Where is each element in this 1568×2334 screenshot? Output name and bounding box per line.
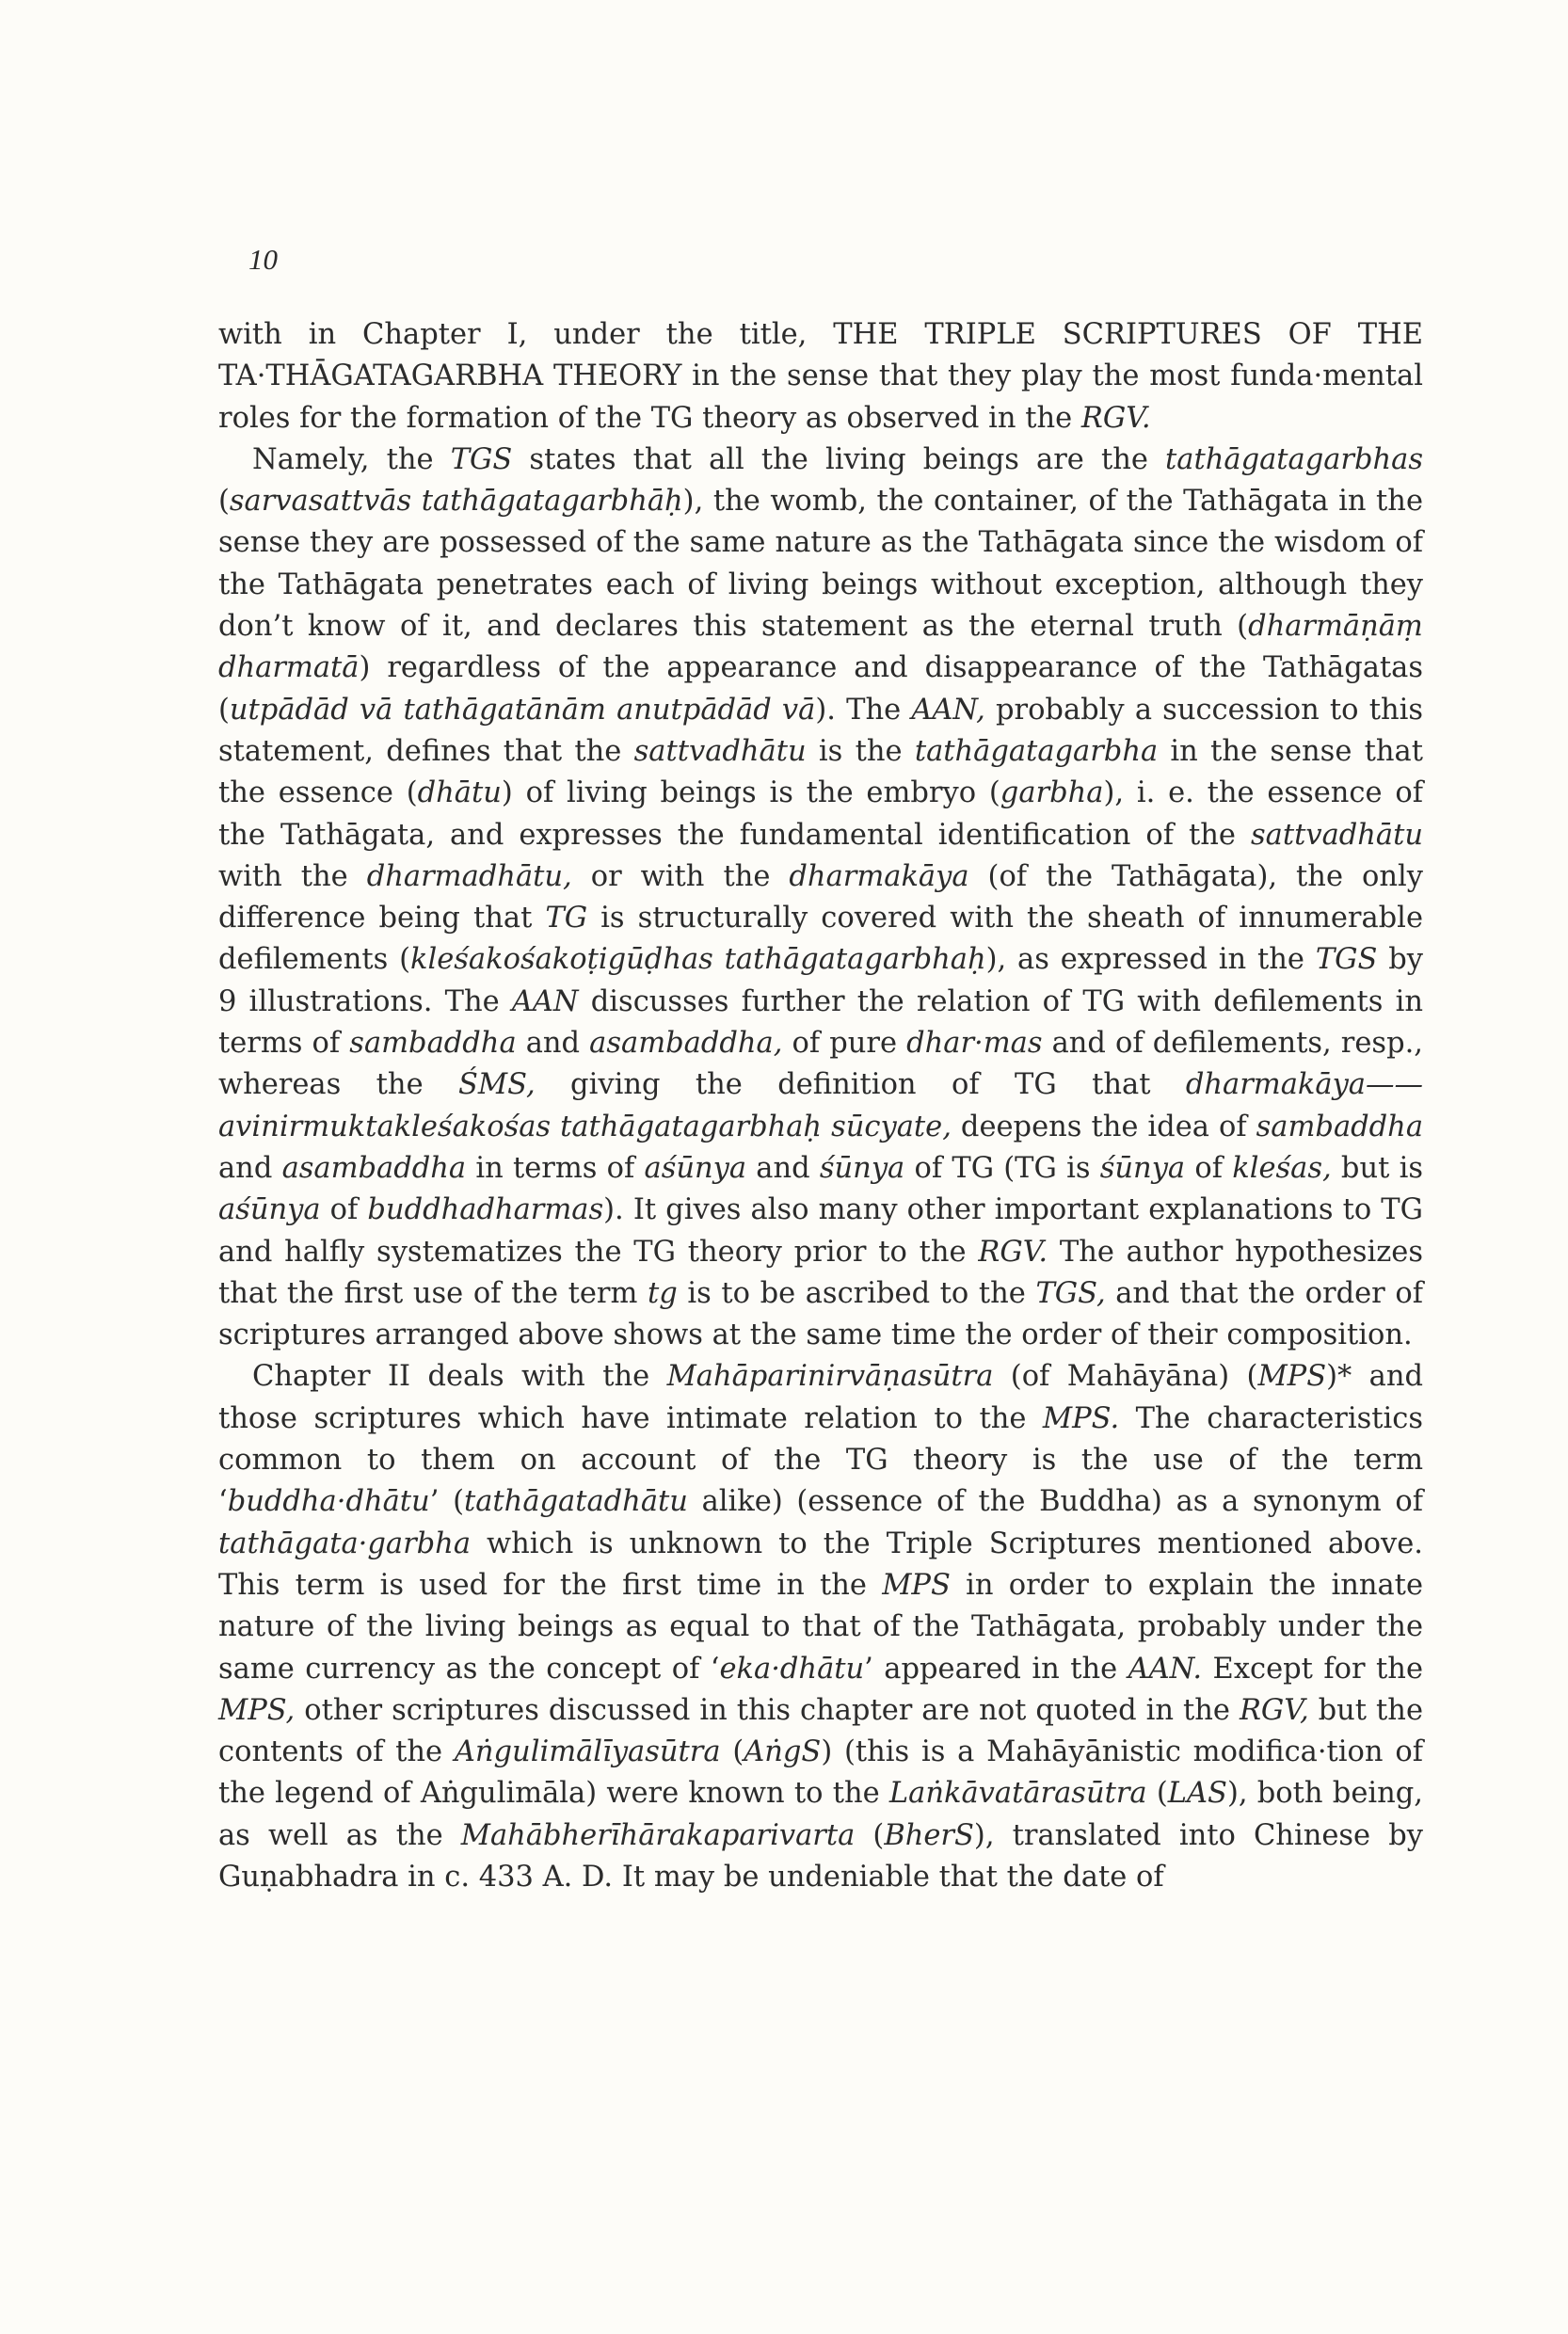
text-run: Namely, the: [252, 442, 451, 476]
paragraph-2: [218, 440, 1423, 1357]
italic-run: TGS: [450, 442, 513, 476]
italic-run: buddha·dhātu: [227, 1485, 430, 1519]
text-run: probably a succession to this statement, defines that the: [218, 693, 1423, 768]
text-run: (of the Tathāgata), the only difference being that: [218, 859, 1423, 935]
text-run: (of Mahāyāna) (: [993, 1360, 1258, 1394]
italic-run: sattvadhātu: [633, 734, 807, 768]
text-run: ), i. e. the essence of the Tathāgata, and expresses the fundamental identification of the: [218, 776, 1424, 852]
italic-run: BherS: [884, 1818, 974, 1852]
text-run: ), as expressed in the: [985, 943, 1316, 977]
text-run: by 9 illustrations. The: [218, 943, 1424, 1018]
text-run: ’ (: [429, 1485, 464, 1519]
text-run: (: [855, 1818, 885, 1852]
italic-run: kleśas,: [1232, 1151, 1332, 1185]
text-run: ). The: [815, 693, 912, 727]
italic-run: asambaddha: [281, 1151, 467, 1185]
italic-run: AAN: [511, 984, 579, 1018]
italic-run: AṅgS: [744, 1735, 822, 1769]
italic-run: śūnya: [1099, 1151, 1186, 1185]
italic-run: TGS,: [1035, 1276, 1106, 1310]
italic-run: tg: [648, 1276, 678, 1310]
italic-run: RGV.: [1080, 401, 1151, 435]
text-run: ), the womb, the container, of the Tathāgata in the sense they are possessed of the same nature as the Tathāgata since the wisdom of the Tathāgata penetrates each of living beings without exception, although they don’t know of it, and declares this statement as the eternal truth (: [218, 485, 1423, 644]
italic-run: dharmakāya: [789, 859, 969, 893]
text-run: ) regardless of the appearance and disappearance of the Tathāgatas (: [218, 651, 1423, 727]
italic-run: dharmakāya——avinirmuktakleśakośas tathāgatagarbhaḥ sūcyate,: [218, 1068, 1423, 1143]
italic-run: asambaddha,: [589, 1027, 783, 1061]
text-run: ). It gives also many other important explanations to TG and halfly systematizes the TG theory prior to the: [218, 1193, 1423, 1269]
text-run: and that the order of scriptures arranged above shows at the same time the order of their composition.: [218, 1276, 1423, 1352]
paragraph-3: [218, 1356, 1423, 1898]
italic-run: AAN.: [1128, 1652, 1203, 1686]
text-run: (: [218, 485, 230, 519]
text-run: of pure: [782, 1027, 907, 1061]
text-run: with the: [218, 859, 367, 893]
text-run: of: [320, 1193, 368, 1227]
text-run: (: [1146, 1777, 1168, 1811]
italic-run: Laṅkāvatārasūtra: [888, 1777, 1147, 1811]
italic-run: RGV.: [978, 1235, 1048, 1269]
text-run: deepens the idea of: [951, 1110, 1256, 1143]
page-number: 10: [248, 243, 278, 276]
text-run: (: [720, 1735, 744, 1769]
italic-run: aśūnya: [644, 1151, 747, 1185]
italic-run: sambaddha: [1256, 1110, 1423, 1143]
text-run: of TG (TG is: [904, 1151, 1100, 1185]
italic-run: sambaddha: [349, 1027, 517, 1061]
text-run: is structurally covered with the sheath of innumerable defilements (: [218, 902, 1423, 977]
italic-run: AAN,: [911, 693, 985, 727]
text-run: and of defilements, resp., whereas the: [218, 1027, 1423, 1102]
italic-run: sattvadhātu: [1250, 818, 1423, 852]
italic-run: kleśakośakoṭigūḍhas tathāgatagarbhaḥ: [409, 943, 986, 977]
italic-run: TG: [545, 902, 588, 935]
text-run: ’ appeared in the: [864, 1652, 1128, 1686]
italic-run: RGV,: [1239, 1693, 1309, 1727]
text-run: )* and those scriptures which have intimate relation to the: [218, 1360, 1423, 1435]
text-run: The characteristics common to them on account of the TG theory is the use of the term ‘: [218, 1401, 1423, 1519]
italic-run: dhar·mas: [906, 1027, 1043, 1061]
italic-run: MPS,: [218, 1693, 296, 1727]
text-run: giving the definition of TG that: [535, 1068, 1186, 1102]
italic-run: garbha: [1000, 776, 1104, 810]
italic-run: dhātu: [417, 776, 502, 810]
paragraph-1: [218, 314, 1423, 440]
italic-run: tathāgatagarbha: [914, 734, 1159, 768]
italic-run: ŚMS,: [458, 1068, 536, 1102]
italic-run: tathāgatadhātu: [463, 1485, 688, 1519]
text-run: discusses further the relation of TG with defilements in terms of: [218, 984, 1423, 1061]
text-run: The author hypothesizes that the first use of the term: [218, 1235, 1423, 1310]
text-run: ), translated into Chinese by Guṇabhadra in c. 433 A. D. It may be undeniable that the date of: [218, 1818, 1423, 1894]
italic-run: Mahāparinirvāṇasūtra: [666, 1360, 994, 1394]
text-run: and: [218, 1151, 282, 1185]
text-run: which is unknown to the Triple Scriptures mentioned above. This term is used for the first time in the: [218, 1527, 1423, 1602]
text-run: Chapter II deals with the: [252, 1360, 667, 1394]
text-run: but is: [1331, 1151, 1423, 1185]
italic-run: tathāgata·garbha: [218, 1527, 472, 1560]
italic-run: MPS: [1257, 1360, 1327, 1394]
italic-run: utpādād vā tathāgatānām anutpādād vā: [229, 693, 816, 727]
text-run: but the contents of the: [218, 1693, 1423, 1769]
italic-run: śūnya: [819, 1151, 905, 1185]
text-run: alike) (essence of the Buddha) as a synonym of: [687, 1485, 1423, 1519]
text-run: ), both being, as well as the: [218, 1777, 1423, 1852]
text-run: other scriptures discussed in this chapter are not quoted in the: [295, 1693, 1240, 1727]
body-text: [218, 314, 1423, 1898]
italic-run: TGS: [1315, 943, 1378, 977]
text-run: Except for the: [1202, 1652, 1423, 1686]
text-run: in the sense that the essence (: [218, 734, 1423, 810]
text-run: is to be ascribed to the: [677, 1276, 1036, 1310]
italic-run: Mahābherīhārakaparivarta: [460, 1818, 856, 1852]
text-run: states that all the living beings are the: [512, 442, 1166, 476]
text-run: in order to explain the innate nature of the living beings as equal to that of the Tathāgata, probably under the same currency as the concept of ‘: [218, 1568, 1423, 1686]
italic-run: Aṅgulimālīyasūtra: [454, 1735, 721, 1769]
text-run: and: [746, 1151, 820, 1185]
text-run: of: [1185, 1151, 1233, 1185]
italic-run: MPS.: [1042, 1401, 1120, 1435]
italic-run: tathāgatagarbhas: [1165, 442, 1424, 476]
italic-run: MPS: [882, 1568, 951, 1602]
text-run: and: [516, 1027, 590, 1061]
italic-run: eka·dhātu: [719, 1652, 865, 1686]
text-run: or with the: [571, 859, 790, 893]
italic-run: dharmadhātu,: [366, 859, 572, 893]
italic-run: dharmāṇāṃ dharmatā: [218, 610, 1423, 685]
text-run: with in Chapter I, under the title, THE TRIPLE SCRIPTURES OF THE TA·THĀGATAGARBHA THEORY in the sense that they play the most funda·mental roles for the formation of the TG theory as observed in the: [218, 318, 1423, 435]
italic-run: aśūnya: [218, 1193, 321, 1227]
italic-run: buddhadharmas: [367, 1193, 604, 1227]
text-run: is the: [806, 734, 915, 768]
italic-run: sarvasattvās tathāgatagarbhāḥ: [229, 485, 683, 519]
italic-run: LAS: [1167, 1777, 1227, 1811]
text-run: in terms of: [466, 1151, 645, 1185]
text-run: ) (this is a Mahāyānistic modifica·tion of the legend of Aṅgulimāla) were known to the: [218, 1735, 1423, 1811]
text-run: ) of living beings is the embryo (: [501, 776, 1000, 810]
